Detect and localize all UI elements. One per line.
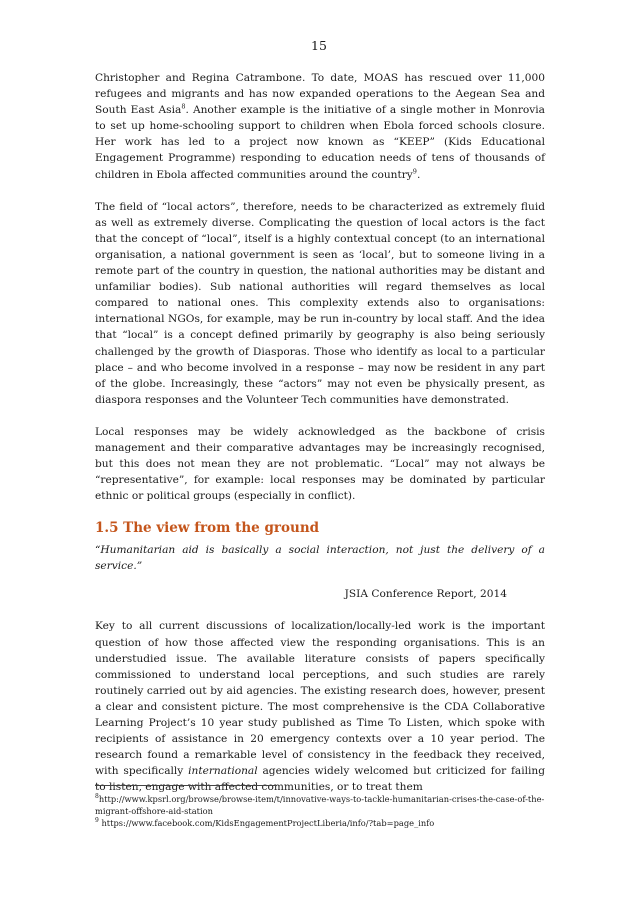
- epigraph-quote: “Humanitarian aid is basically a social interaction, not just the delivery of a service.”: [95, 544, 545, 573]
- footnotes: [95, 785, 545, 829]
- page-body: [95, 70, 545, 811]
- epigraph-attribution: JSIA Conference Report, 2014: [344, 588, 507, 601]
- footnote-marker: 9: [95, 816, 99, 824]
- footnote-marker: 8: [95, 793, 99, 801]
- footnote-link[interactable]: https://www.facebook.com/KidsEngagementProjectLiberia/info/?tab=page_info: [98, 817, 435, 828]
- paragraph-moas-keep: [95, 70, 545, 183]
- footnote-ref-8[interactable]: 8: [181, 102, 186, 111]
- footnote-8: [95, 794, 545, 818]
- paragraph-text: . Another example is the initiative of a single mother in Monrovia to set up home-schooling support to children when Ebola forced schools closure. Her work has led to a project now known as “KEEP” (Kids Educational Engagement Programme) responding to education needs of tens of thousands of children in Ebola affected communities around the country: [95, 104, 545, 181]
- paragraph-text: Key to all current discussions of localization/locally-led work is the important question of how those affected view the responding organisations. This is an understudied issue. The available literature consists of papers specifically commissioned to understand local perceptions, and such studies are rarely routinely carried out by aid agencies. The existing research does, however, present a clear and consistent picture. The most comprehensive is the CDA Collaborative Learning Project’s 10 year study published as Time To Listen, which spoke with recipients of assistance in 20 emergency contexts over a 10 year period. The research found a remarkable level of consistency in the feedback they received, with specifically: [95, 620, 545, 778]
- paragraph-text: .: [416, 168, 421, 181]
- footnote-divider: [95, 785, 277, 786]
- footnote-9: [95, 818, 545, 830]
- paragraph-text: agencies widely welcomed but criticized for failing to listen, engage with affected communities, or to treat them: [95, 765, 546, 794]
- paragraph-text: Christopher and Regina Catrambone. To date, MOAS has rescued over 11,000 refugees and migrants and has now expanded operations to the Aegean Sea and South East Asia: [95, 72, 545, 117]
- footnote-link[interactable]: http://www.kpsrl.org/browse/browse-item/t/innovative-ways-to-tackle-humanitarian-crises-the-case-of-the-migrant-offshore-aid-station: [95, 794, 545, 816]
- footnote-ref-9[interactable]: 9: [412, 167, 417, 176]
- emphasis-international: international: [188, 765, 258, 778]
- paragraph-view-from-ground: [95, 618, 545, 795]
- page-number: 15: [311, 38, 327, 53]
- paragraph-local-responses: Local responses may be widely acknowledged as the backbone of crisis management and their comparative advantages may be increasingly recognised, but this does not mean they are not problematic. “Local” may not always be “representative”, for example: local responses may be dominated by particular ethnic or political groups (especially in conflict).: [95, 425, 545, 503]
- section-heading: 1.5 The view from the ground: [95, 520, 320, 537]
- paragraph-local-actors: The field of “local actors”, therefore, needs to be characterized as extremely fluid as well as extremely diverse. Complicating the question of local actors is the fact that the concept of “local”, itself is a highly contextual concept (to an international organisation, a national government is seen as ‘local’, but to someone living in a remote part of the country in question, the national authorities may be distant and unfamiliar bodies). Sub national authorities will regard themselves as local compared to national ones. This complexity extends also to organisations: international NGOs, for example, may be run in-country by local staff. And the idea that “local” is a concept defined primarily by geography is also being seriously challenged by the growth of Diasporas. Those who identify as local to a particular place – and who become involved in a response – may now be resident in any part of the globe. Increasingly, these “actors” may not even be physically present, as diaspora responses and the Volunteer Tech communities have demonstrated.: [95, 200, 545, 406]
